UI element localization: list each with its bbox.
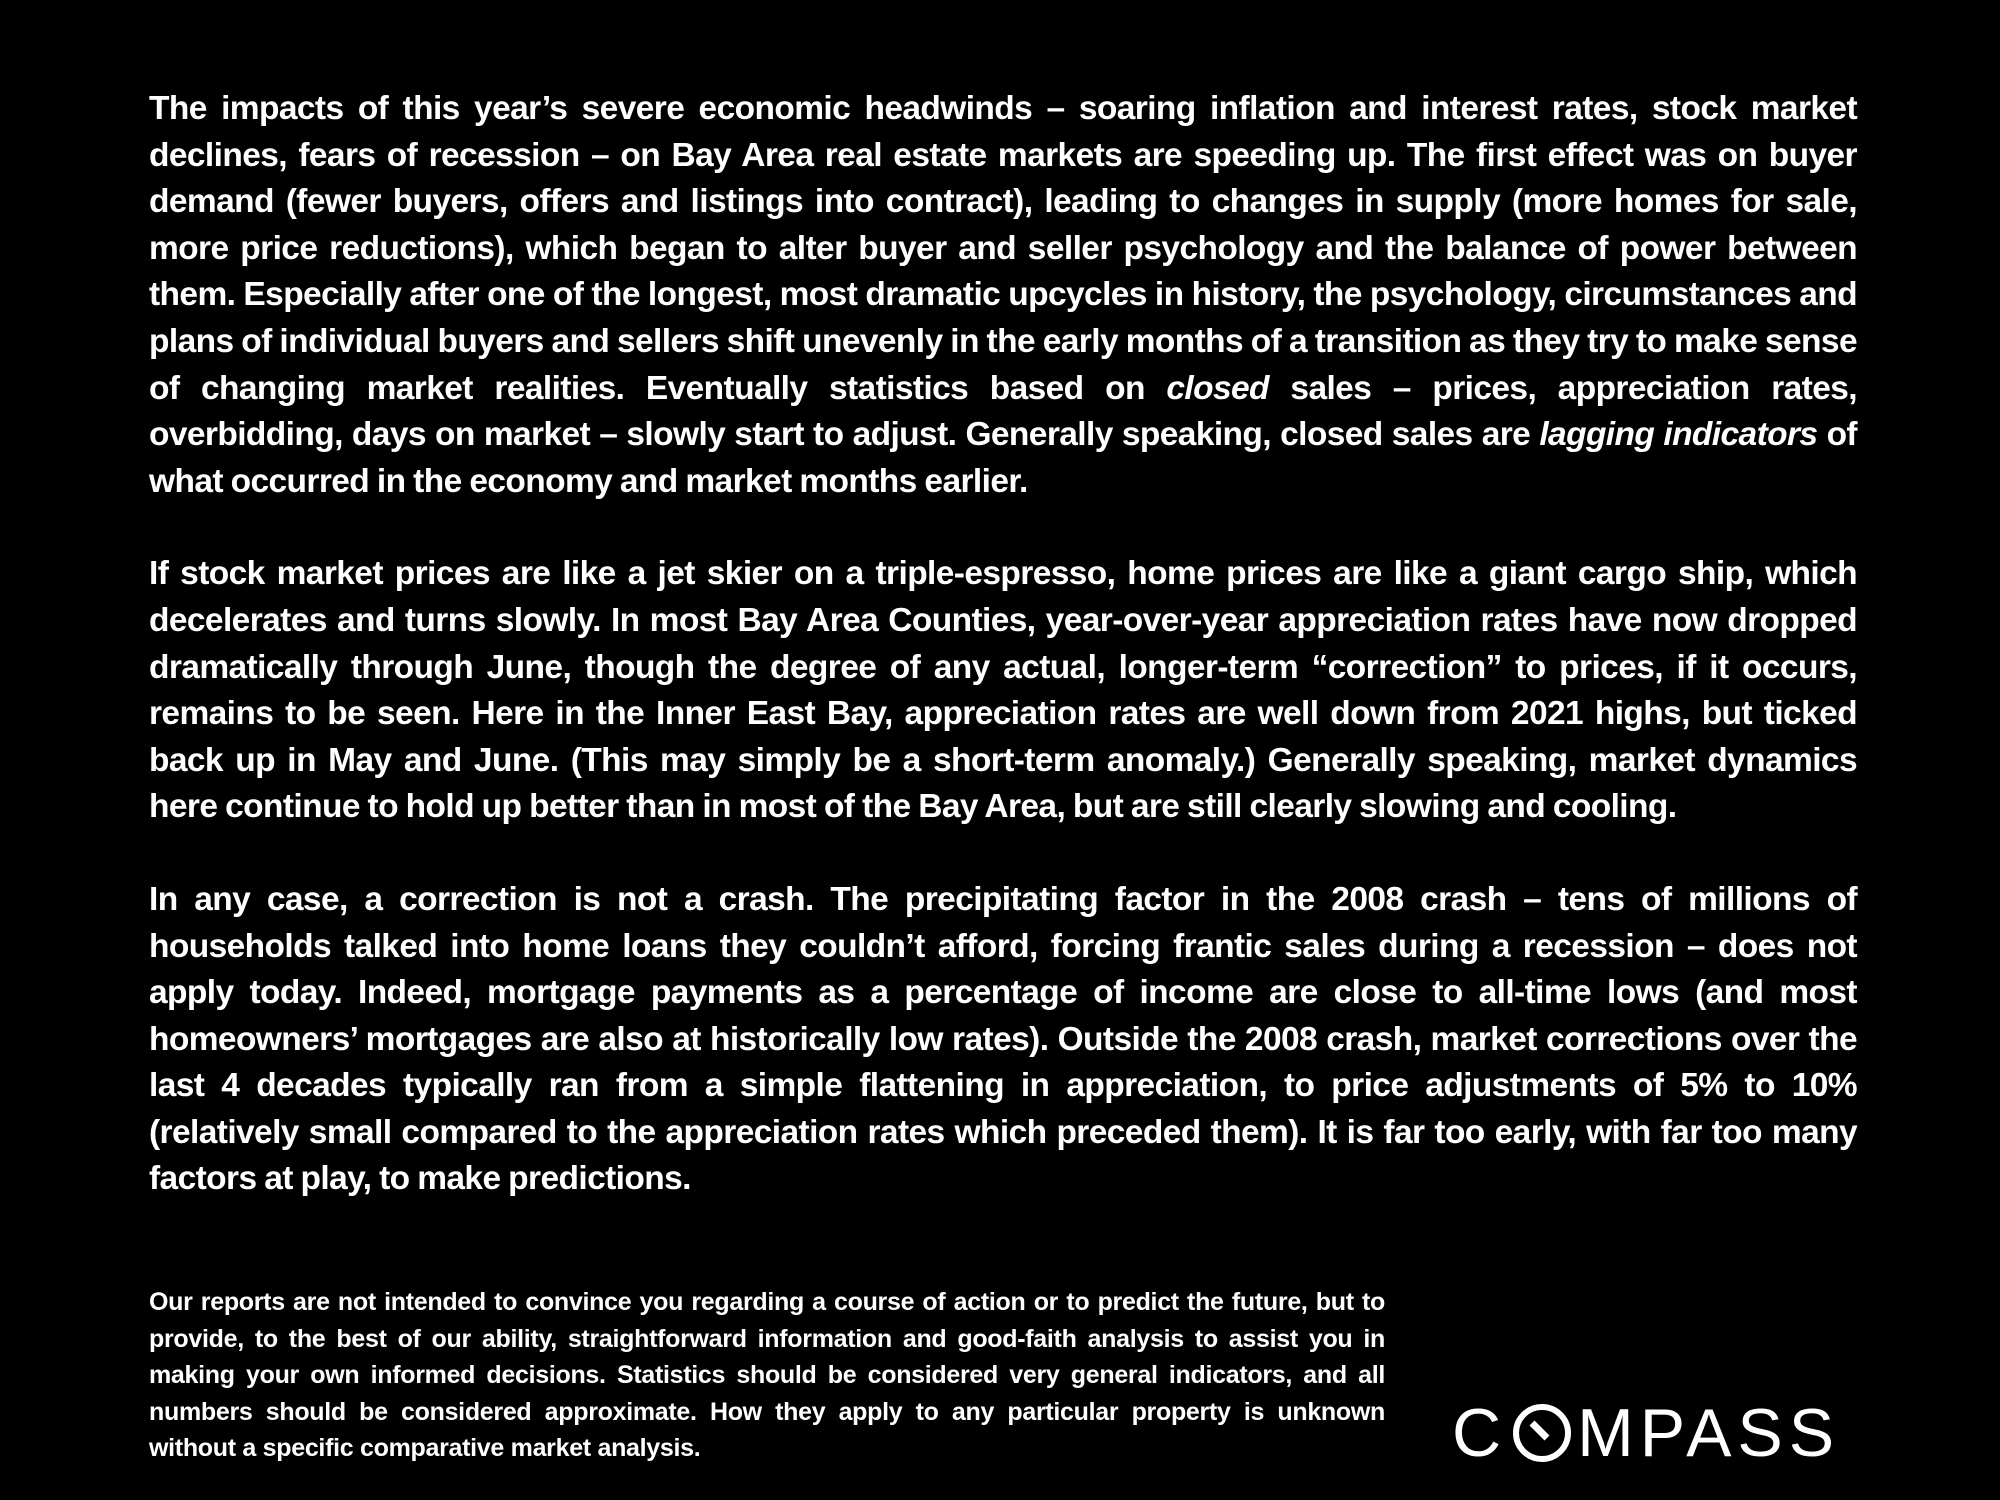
paragraph-cargo-ship: If stock market prices are like a jet skier on a triple-espresso, home prices are like a giant cargo ship, which decelerates and turns slowly. In most Bay Area Counties, year-over-year appreciation rates have now dropped dramatically through June, though the degree of any actual, longer-term “correction” to prices, if it occurs, remains to be seen. Here in the Inner East Bay, appreciation rates are well down from 2021 highs, but ticked back up in May and June. (This may simply be a short-term anomaly.) Generally speaking, market dynamics here continue to hold up better than in most of the Bay Area, but are still clearly slowing and cooling. [149, 555, 1857, 826]
p1-text-3: of what occurred in the economy and market months earlier. [149, 416, 1857, 500]
p1-emphasis-closed: closed [1166, 369, 1269, 407]
p1-emphasis-lagging: lagging indicators [1539, 416, 1818, 454]
article-body [149, 86, 1857, 1249]
paragraph-correction: In any case, a correction is not a crash. The precipitating factor in the 2008 crash – tens of millions of households talked into home loans they couldn’t afford, forcing frantic sales during a recession – does not apply today. Indeed, mortgage payments as a percentage of income are close to all-time lows (and most homeowners’ mortgages are also at historically low rates). Outside the 2008 crash, market corrections over the last 4 decades typically ran from a simple flattening in appreciation, to price adjustments of 5% to 10% (relatively small compared to the appreciation rates which preceded them). It is far too early, with far too many factors at play, to make predictions. [149, 880, 1857, 1198]
compass-o-icon [1511, 1402, 1573, 1464]
p1-text-2: sales – prices, appreciation rates, overbidding, days on market – slowly start to adjust. Generally speaking, closed sales are [149, 369, 1857, 454]
paragraph-headwinds [149, 86, 1857, 505]
compass-logo [1452, 1395, 1872, 1471]
p1-text-1: The impacts of this year’s severe economic headwinds – soaring inflation and interest rates, stock market declines, fears of recession – on Bay Area real estate markets are speeding up. The first effect was on buyer demand (fewer buyers, offers and listings into contract), leading to changes in supply (more homes for sale, more price reductions), which began to alter buyer and seller psychology and the balance of power between them. Especially after one of the longest, most dramatic upcycles in history, the psychology, circumstances and plans of individual buyers and sellers shift unevenly in the early months of a transition as they try to make sense of changing market realities. Eventually statistics based on [149, 90, 1857, 407]
logo-letters-mpass: MPASS [1577, 1395, 1841, 1471]
logo-letter-c: C [1452, 1395, 1508, 1471]
disclaimer: Our reports are not intended to convince you regarding a course of action or to predict the future, but to provide, to the best of our ability, straightforward information and good-faith analysis to assist you in making your own informed decisions. Statistics should be considered very general indicators, and all numbers should be considered approximate. How they apply to any particular property is unknown without a specific comparative market analysis. [149, 1288, 1385, 1463]
